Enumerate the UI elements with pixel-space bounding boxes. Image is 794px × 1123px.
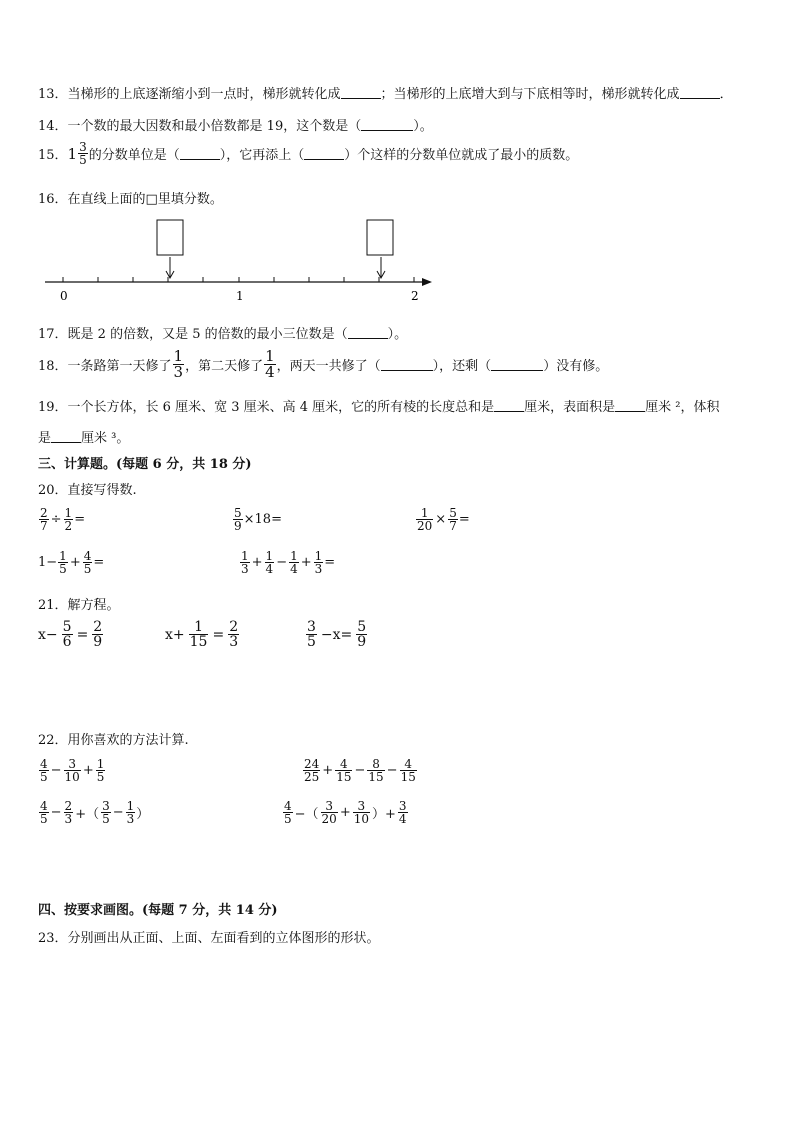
question-16 [38, 188, 223, 207]
q22-expr-2 [302, 758, 418, 783]
question-21-title: 21．解方程。 [38, 598, 120, 613]
section-3-heading: 三、计算题。(每题 6 分，共 18 分) [38, 457, 252, 472]
frac [126, 800, 136, 825]
q19-blank-1[interactable] [494, 399, 524, 412]
section-4-heading: 四、按要求画图。(每题 7 分，共 14 分) [38, 903, 278, 918]
den: 20 [417, 519, 433, 533]
equals-sign: = [212, 626, 225, 643]
num: 1 [59, 549, 67, 563]
num: 5 [62, 619, 72, 635]
q19-text-c: 厘米 ²，体积 [645, 400, 720, 415]
den: 15 [336, 770, 352, 784]
operator: ÷ [50, 512, 62, 527]
num: 4 [404, 757, 413, 771]
q13-blank-2[interactable] [680, 86, 720, 99]
num: 5 [234, 506, 242, 520]
operator: + [339, 805, 351, 820]
num: 5 [357, 619, 367, 635]
frac [416, 507, 433, 532]
den: 5 [59, 562, 67, 576]
q15-blank-2[interactable] [304, 147, 344, 160]
den: 6 [62, 634, 72, 650]
lead-text: 1− [38, 555, 58, 570]
question-13 [38, 83, 733, 102]
den: 3 [64, 812, 73, 826]
num: 1 [420, 506, 429, 520]
num: 24 [304, 757, 320, 771]
operator: − [112, 805, 124, 820]
operator: + [69, 555, 81, 570]
frac [62, 620, 73, 649]
num: 3 [68, 757, 76, 771]
frac [64, 800, 74, 825]
operator: + [322, 763, 334, 778]
num: 8 [372, 757, 380, 771]
q15-text-b: ），它再添上（ [219, 148, 305, 163]
frac [39, 800, 49, 825]
tick-label-0: 0 [60, 289, 68, 303]
tick-label-2: 2 [411, 289, 419, 303]
operator: − [354, 763, 366, 778]
question-22-title: 22．用你喜欢的方法计算. [38, 733, 189, 748]
operator: + [300, 555, 312, 570]
q18-blank-1[interactable] [381, 358, 433, 371]
q19-text-b: 厘米，表面积是 [524, 400, 616, 415]
mid-text: −x= [320, 626, 353, 643]
q22-expr-3 [38, 800, 149, 825]
answer-box-2[interactable] [367, 220, 393, 255]
frac [398, 800, 408, 825]
den: 9 [93, 634, 103, 650]
den: 4 [290, 562, 298, 576]
den: 15 [400, 770, 416, 784]
frac [356, 620, 367, 649]
frac [335, 758, 352, 783]
frac [233, 507, 243, 532]
frac [92, 620, 103, 649]
den: 3 [241, 562, 249, 576]
q18-fraction-1 [173, 349, 185, 380]
num: 4 [40, 799, 48, 813]
q13-text-b: ；当梯形的上底增大到与下底相等时，梯形就转化成 [380, 87, 680, 102]
frac [39, 758, 49, 783]
den: 4 [398, 812, 407, 826]
num: 3 [357, 799, 366, 813]
num: 1 [314, 549, 323, 563]
equals-sign: = [76, 626, 89, 643]
frac [367, 758, 384, 783]
num: 4 [40, 757, 48, 771]
question-23: 23．分别画出从正面、上面、左面看到的立体图形的形状。 [38, 931, 380, 946]
frac [400, 758, 417, 783]
q20-expr-3 [415, 507, 470, 532]
den: 5 [40, 812, 48, 826]
num: 1 [64, 506, 73, 520]
q15-number: 15． [38, 148, 68, 163]
den: 5 [284, 812, 292, 826]
den: 9 [234, 519, 242, 533]
q17-text-a: 17．既是 2 的倍数，又是 5 的倍数的最小三位数是（ [38, 327, 348, 342]
frac [289, 550, 299, 575]
frac [306, 620, 317, 649]
num: 1 [96, 757, 105, 771]
num: 1 [126, 799, 135, 813]
den: 5 [96, 770, 105, 784]
question-20-title: 20．直接写得数. [38, 483, 137, 498]
num: 2 [93, 619, 103, 635]
num: 1 [265, 549, 274, 563]
num: 1 [241, 549, 249, 563]
den: 5 [83, 562, 92, 576]
q20-expr-4 [38, 550, 104, 575]
q19-blank-2[interactable] [615, 399, 645, 412]
equals-sign: = [93, 555, 105, 570]
num: 1 [194, 619, 204, 635]
num: 3 [325, 799, 333, 813]
den: 3 [314, 562, 323, 576]
frac [101, 800, 111, 825]
frac [265, 550, 275, 575]
den: 5 [307, 634, 316, 650]
q13-blank-1[interactable] [341, 86, 381, 99]
close-paren: ） [136, 807, 150, 822]
q15-blank-1[interactable] [180, 147, 220, 160]
q13-text-c: ． [719, 87, 733, 102]
equals-sign: = [74, 512, 86, 527]
operator: − [50, 805, 62, 820]
operator: −（ [294, 807, 319, 822]
frac [64, 507, 74, 532]
num: 3 [307, 619, 316, 635]
question-17 [38, 323, 407, 342]
q14-text-b: ）。 [413, 119, 433, 134]
num: 4 [284, 799, 292, 813]
frac [303, 758, 320, 783]
q17-blank[interactable] [348, 326, 388, 339]
q15-text-c: ）个这样的分数单位就成了最小的质数。 [344, 148, 579, 163]
num: 1 [290, 549, 298, 563]
equals-sign: = [458, 512, 470, 527]
frac [64, 758, 81, 783]
tick-label-1: 1 [236, 289, 244, 303]
question-19 [38, 396, 720, 415]
question-19-cont [38, 427, 129, 446]
operator: + [251, 555, 263, 570]
q18-text-c: ，两天一共修了（ [276, 359, 381, 374]
answer-box-1[interactable] [157, 220, 183, 255]
operator: ）+ [372, 807, 396, 822]
den: 7 [40, 519, 48, 533]
q19-text-d: 是 [38, 431, 52, 446]
operator-text: ×18= [243, 512, 282, 527]
q22-expr-1 [38, 758, 106, 783]
q18-text-a: 18．一条路第一天修了 [38, 359, 172, 374]
den: 3 [229, 634, 239, 650]
q18-f1-numerator: 1 [173, 347, 184, 365]
den: 15 [368, 770, 384, 784]
q18-blank-2[interactable] [491, 358, 543, 371]
q18-text-b: ，第二天修了 [185, 359, 264, 374]
q21-equation-2 [165, 620, 243, 649]
frac [283, 800, 293, 825]
den: 5 [102, 812, 110, 826]
q19-blank-3[interactable] [51, 430, 81, 443]
num: 3 [398, 799, 407, 813]
num: 2 [229, 619, 239, 635]
lead-text: x− [38, 626, 58, 643]
den: 7 [449, 519, 457, 533]
q18-text-e: ）没有修。 [543, 359, 609, 374]
frac [83, 550, 93, 575]
q19-text-a: 19．一个长方体，长 6 厘米、宽 3 厘米、高 4 厘米，它的所有棱的长度总和是 [38, 400, 495, 415]
q19-text-e: 厘米 ³。 [81, 431, 130, 446]
operator: − [50, 763, 62, 778]
operator: − [276, 555, 288, 570]
frac [240, 550, 250, 575]
operator: +（ [75, 807, 100, 822]
q13-text-a: 13．当梯形的上底逐渐缩小到一点时，梯形就转化成 [38, 87, 341, 102]
q18-f2-denominator: 4 [265, 363, 275, 381]
num: 4 [340, 757, 348, 771]
question-15 [38, 141, 578, 166]
operator: × [435, 512, 447, 527]
q14-blank[interactable] [361, 118, 413, 131]
q18-f2-numerator: 1 [265, 347, 275, 365]
den: 25 [304, 770, 320, 784]
q21-equation-1 [38, 620, 107, 649]
q15-fraction [78, 141, 88, 166]
q20-expr-2 [232, 507, 282, 532]
den: 3 [126, 812, 135, 826]
q18-f1-denominator: 3 [173, 363, 184, 381]
den: 9 [357, 634, 367, 650]
q21-equation-3 [302, 620, 371, 649]
q15-text-a: 的分数单位是（ [88, 148, 180, 163]
q20-expr-1 [38, 507, 85, 532]
num: 4 [83, 549, 92, 563]
q17-text-b: ）。 [387, 327, 408, 342]
q20-expr-5 [239, 550, 335, 575]
arrow-right-icon [422, 278, 432, 286]
frac [58, 550, 68, 575]
q15-whole: 1 [67, 144, 78, 163]
num: 2 [40, 506, 48, 520]
operator: + [82, 763, 94, 778]
q14-text-a: 14．一个数的最大因数和最小倍数都是 19，这个数是（ [38, 119, 362, 134]
q15-denominator: 5 [79, 153, 87, 167]
frac [189, 620, 209, 649]
frac [321, 800, 338, 825]
question-14 [38, 115, 433, 134]
q16-text: 16．在直线上面的□里填分数。 [38, 192, 223, 207]
den: 20 [321, 812, 337, 826]
frac [314, 550, 324, 575]
question-18 [38, 349, 608, 380]
operator: − [386, 763, 398, 778]
den: 5 [40, 770, 48, 784]
num: 3 [102, 799, 110, 813]
q22-expr-4 [282, 800, 409, 825]
den: 15 [189, 634, 208, 650]
equals-sign: = [324, 555, 336, 570]
frac [353, 800, 370, 825]
tick-marks [63, 277, 414, 282]
number-line-figure [40, 215, 440, 305]
lead-text: x+ [165, 626, 185, 643]
q18-text-d: ），还剩（ [432, 359, 492, 374]
den: 10 [353, 812, 370, 826]
den: 10 [64, 770, 80, 784]
frac [228, 620, 239, 649]
num: 2 [64, 799, 73, 813]
frac [96, 758, 106, 783]
num: 5 [449, 506, 457, 520]
frac [448, 507, 458, 532]
den: 4 [265, 562, 274, 576]
q18-fraction-2 [264, 349, 276, 380]
frac [39, 507, 49, 532]
q15-numerator: 3 [79, 140, 87, 154]
den: 2 [64, 519, 73, 533]
